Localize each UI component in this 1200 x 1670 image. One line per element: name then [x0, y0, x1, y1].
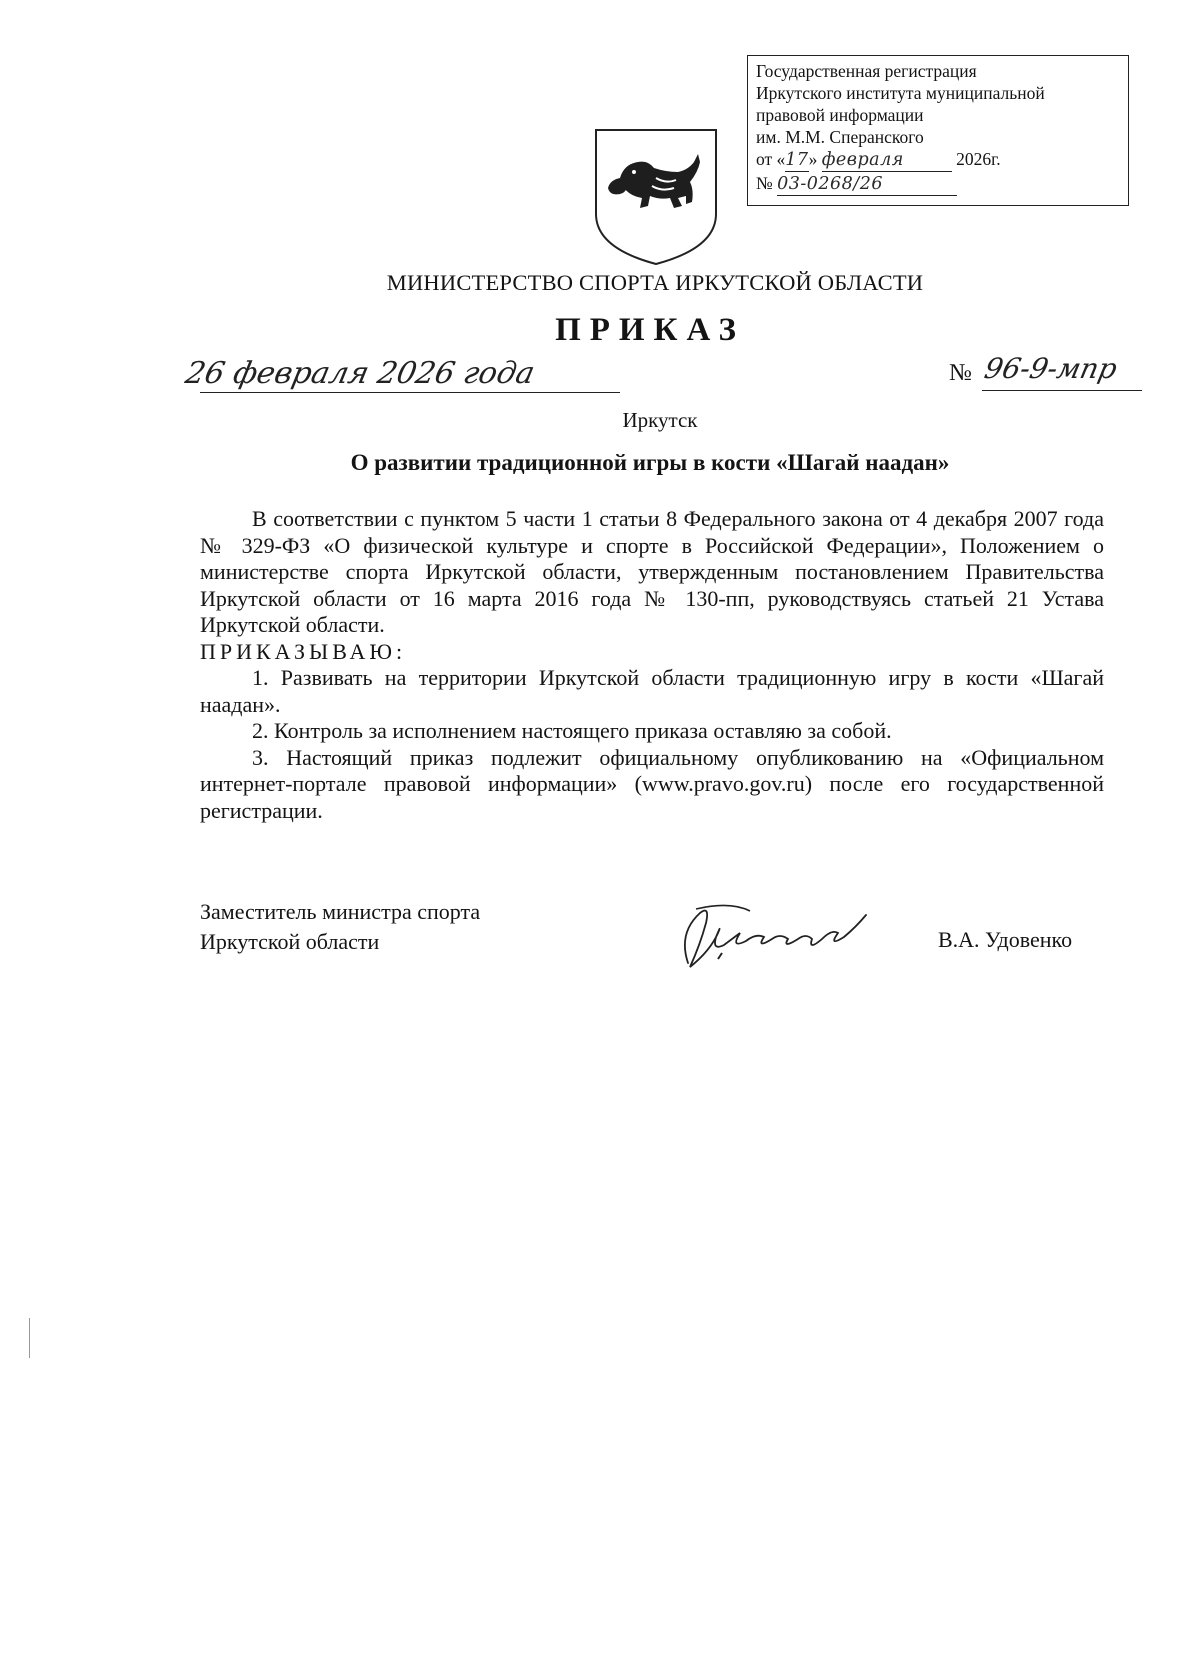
order-item-1: 1. Развивать на территории Иркутской области традиционную игру в кости «Шагай наадан». — [200, 665, 1104, 717]
handwritten-signature — [660, 893, 890, 988]
handwritten-order-number: 96-9-мпр — [981, 352, 1121, 385]
signer-position-line-2: Иркутской области — [200, 929, 380, 954]
date-underline — [200, 392, 620, 393]
signer-name: В.А. Удовенко — [938, 927, 1073, 952]
registration-stamp — [747, 55, 1129, 206]
document-body — [200, 506, 1104, 824]
signer-position — [200, 897, 480, 957]
number-underline — [982, 390, 1142, 391]
stamp-date-line — [756, 148, 1128, 172]
stamp-line-1: Государственная регистрация — [756, 61, 977, 81]
doc-type-title: ПРИКАЗ — [555, 312, 745, 348]
preamble-paragraph: В соответствии с пунктом 5 части 1 статьи 8 Федерального закона от 4 декабря 2007 года № 329-ФЗ «О физической культуре и спорте в Российской Федерации», Положением о министерстве спорта Иркутской области, утвержденным постановлением Правительства Иркутской области от 16 марта 2016 года № 130-пп, руководствуясь статьей 21 Устава Иркутской области. — [200, 506, 1104, 637]
document-title: О развитии традиционной игры в кости «Шагай наадан» — [350, 450, 950, 475]
order-word: ПРИКАЗЫВАЮ: — [200, 638, 407, 664]
handwritten-date: 26 февраля 2026 года — [182, 356, 538, 391]
order-number-sign: № — [949, 360, 972, 386]
signer-position-line-1: Заместитель министра спорта — [200, 899, 481, 924]
city: Иркутск — [622, 408, 698, 432]
stamp-line-3: правовой информации — [756, 105, 924, 125]
stamp-number-line — [756, 172, 1128, 196]
stamp-number-prefix: № — [756, 173, 773, 193]
order-item-2: 2. Контроль за исполнением настоящего приказа оставляю за собой. — [252, 718, 892, 743]
stamp-date-prefix: от « — [756, 149, 786, 169]
stamp-date-mid: » — [808, 149, 818, 169]
stamp-date-suffix: г. — [991, 149, 1001, 169]
ministry-name: МИНИСТЕРСТВО СПОРТА ИРКУТСКОЙ ОБЛАСТИ — [386, 270, 924, 295]
stamp-date-day: 17 — [785, 150, 809, 170]
stamp-date-year: 2026 — [956, 149, 992, 169]
stamp-line-2: Иркутского института муниципальной — [756, 83, 1045, 103]
stamp-date-month: февраля — [822, 149, 952, 172]
scan-artifact-line — [29, 1318, 30, 1358]
stamp-line-4: им. М.М. Сперанского — [756, 127, 924, 147]
order-item-3: 3. Настоящий приказ подлежит официальному опубликованию на «Официальном интернет-портале правовой информации» (www.pravo.gov.ru) после его государственной регистрации. — [200, 744, 1104, 823]
stamp-number: 03-0268/26 — [777, 173, 957, 196]
coat-of-arms-icon — [590, 126, 722, 268]
